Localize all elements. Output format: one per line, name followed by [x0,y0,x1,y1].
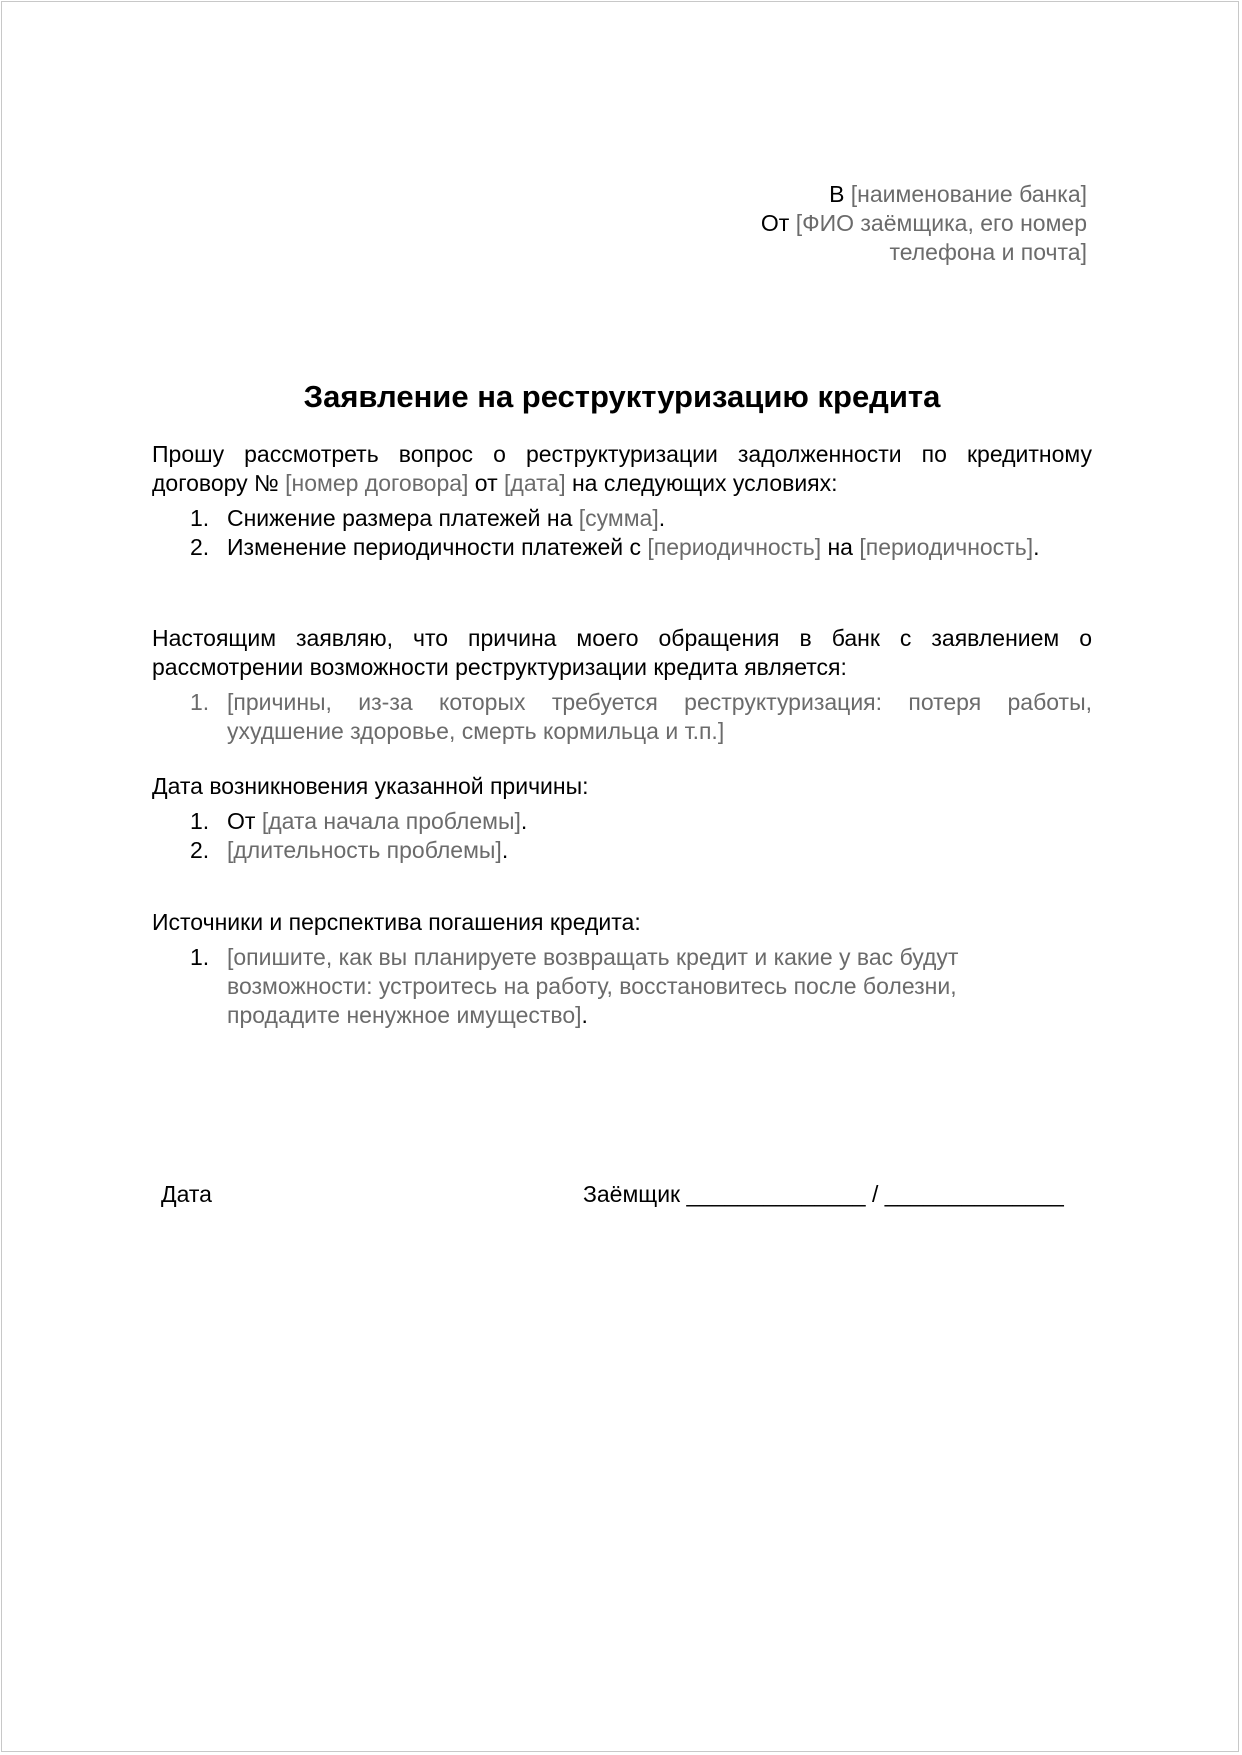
list-item [152,943,1092,1030]
date-section-heading: Дата возникновения указанной причины: [152,773,589,799]
list-item [152,504,1092,533]
intro-text-1: Прошу рассмотреть вопрос о реструктуризации задолженности по кредитному договору № [152,441,1092,496]
date-section [152,772,1092,865]
list-item-number: 1. [190,944,210,970]
list-item-text: . [1033,534,1040,560]
list-item-number: 1. [190,689,210,715]
borrower-info-placeholder-line-2: телефона и почта] [889,239,1087,265]
borrower-info-placeholder-line-1: [ФИО заёмщика, его номер [795,210,1087,236]
reason-section [152,624,1092,746]
periodicity-placeholder: [периодичность] [859,534,1034,560]
signature-date-label: Дата [161,1181,212,1207]
addressee-to-line [687,180,1087,209]
intro-text-2: от [468,470,505,496]
list-item-text: От [227,808,262,834]
intro-text-3: на следующих условиях: [565,470,838,496]
addressee-to-prefix: В [829,181,851,207]
list-item-text: на [821,534,860,560]
list-item-number: 1. [190,808,210,834]
list-item-text: . [501,837,509,863]
amount-placeholder: [сумма] [578,505,659,531]
problem-duration-placeholder: [длительность проблемы] [227,837,502,863]
list-item [152,533,1092,562]
bank-name-placeholder: [наименование банка] [850,181,1087,207]
sources-section-heading: Источники и перспектива погашения кредита: [152,909,641,935]
list-item-text: . [581,1002,588,1028]
conditions-list [152,504,1092,562]
list-item [152,836,1092,865]
problem-start-placeholder: [дата начала проблемы] [261,808,521,834]
date-list [152,807,1092,865]
addressee-block [687,180,1087,267]
addressee-from-prefix: От [760,210,796,236]
sources-list [152,943,1092,1030]
intro-section [152,440,1092,562]
list-item-number: 2. [190,837,210,863]
periodicity-placeholder: [периодичность] [647,534,822,560]
document-title: Заявление на реструктуризацию кредита [303,379,941,414]
list-item-number: 2. [190,534,210,560]
contract-number-placeholder: [номер договора] [285,470,469,496]
list-item-text: Снижение размера платежей на [227,505,579,531]
list-item-text: Изменение периодичности платежей с [227,534,648,560]
list-item-text: . [520,808,528,834]
reason-list [152,688,1092,746]
reason-paragraph: Настоящим заявляю, что причина моего обращения в банк с заявлением о рассмотрении возможности реструктуризации кредита является: [152,625,1092,680]
list-item [152,807,1092,836]
document-page [1,1,1239,1752]
addressee-from-line [687,209,1087,238]
reason-placeholder: [причины, из-за которых требуется реструктуризация: потеря работы, ухудшение здоровье, смерть кормильца и т.п.] [227,689,1092,744]
intro-paragraph [152,440,1092,498]
list-item [152,688,1092,746]
repayment-plan-placeholder: [опишите, как вы планируете возвращать кредит и какие у вас будут возможности: устроитесь на работу, восстановитесь после болезни, продадите ненужное имущество] [227,944,959,1028]
sources-section [152,908,1092,1030]
list-item-number: 1. [190,505,210,531]
list-item-text: . [658,505,666,531]
contract-date-placeholder: [дата] [504,470,566,496]
signature-borrower-line: Заёмщик ______________ / ______________ [583,1181,1064,1207]
